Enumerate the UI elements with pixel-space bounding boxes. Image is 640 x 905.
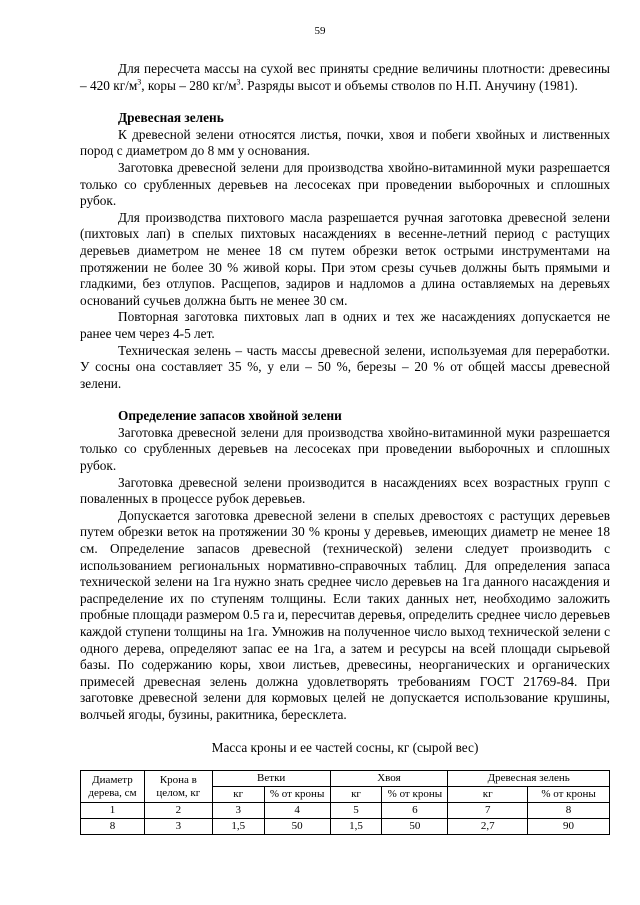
table-cell: 1,5 (212, 819, 264, 835)
paragraph: Техническая зелень – часть массы древесной зелени, используемая для переработки. У сосны она составляет 35 %, у ели – 50 %, березы – 20 % от общей массы древесной зелени. (80, 342, 610, 391)
section-heading-greenery: Древесная зелень (118, 110, 224, 126)
table-cell: 1 (81, 803, 145, 819)
header-needles: Хвоя (330, 771, 448, 787)
table-row (81, 803, 610, 819)
paragraph: Заготовка древесной зелени для производства хвойно-витаминной муки разрешается только со срубленных деревьев на лесосеках при проведении выборочных и сплошных рубок. (80, 159, 610, 209)
paragraph: Повторная заготовка пихтовых лап в одних и тех же насаждениях допускается не ранее чем через 4-5 лет. (80, 309, 610, 341)
table-cell: 3 (144, 819, 212, 835)
table-cell: 50 (264, 819, 330, 835)
table-cell: 8 (81, 819, 145, 835)
paragraph: Заготовка древесной зелени для производства хвойно-витаминной муки разрешается только со срубленных деревьев на лесосеках при проведении выборочных и сплошных рубок. (80, 424, 610, 474)
table-cell: 2,7 (448, 819, 528, 835)
subheader-kg: кг (448, 787, 528, 803)
section-heading-reserves: Определение запасов хвойной зелени (118, 408, 342, 424)
table-cell: 7 (448, 803, 528, 819)
paragraph: Для производства пихтового масла разрешается ручная заготовка древесной зелени (пихтовых лап) в спелых пихтовых насаждениях в весенне-летний период с растущих деревьев диаметром не менее 18 см путем обрезки веток острыми инструментами на протяжении не более 30 % живой коры. При этом срезы сучьев должны быть прямыми и гладкими, без отлупов. Расщепов, задиров и надломов а длина оставляемых на деревьях оснований сучьев должна быть не менее 30 см. (80, 209, 610, 308)
subheader-pct: % от кроны (382, 787, 448, 803)
header-branches: Ветки (212, 771, 330, 787)
subheader-kg: кг (330, 787, 382, 803)
intro-paragraph: Для пересчета массы на сухой вес приняты средние величины плотности: древесины – 420 $кг/м^3$, коры – 280 $кг/м^3$. Разряды высот и объемы стволов по Н.П. Анучину (1981). (80, 61, 610, 93)
table-caption: Масса кроны и ее частей сосны, кг (сырой вес) (211, 739, 479, 755)
page-content (80, 61, 610, 835)
table-cell: 90 (528, 819, 610, 835)
table-cell: 4 (264, 803, 330, 819)
subheader-kg: кг (212, 787, 264, 803)
page-number: 59 (314, 25, 326, 37)
header-crown: Крона в целом, кг (144, 771, 212, 803)
table-row (81, 819, 610, 835)
table-cell: 2 (144, 803, 212, 819)
table-cell: 1,5 (330, 819, 382, 835)
table-cell: 3 (212, 803, 264, 819)
paragraph: К древесной зелени относятся листья, почки, хвоя и побеги хвойных и лиственных пород с диаметром до 8 мм у основания. (80, 126, 610, 159)
subheader-pct: % от кроны (264, 787, 330, 803)
table-cell: 5 (330, 803, 382, 819)
paragraph: Допускается заготовка древесной зелени в спелых древостоях с растущих деревьев путем обрезки веток на протяжении 30 % кроны у деревьев, имеющих диаметр не менее 18 см. Определение запасов древесной (технической) зелени следует производить с использованием региональных нормативно-справочных таблиц. Для определения запаса технической зелени на 1га нужно знать среднее число деревьев на 1га данного насаждения и распределение их по ступеням толщины. Если таких данных нет, необходимо заложить пробные площади размером 0.5 га и, пересчитав деревья, определить среднее число деревьев каждой ступени толщины на 1га. Умножив на полученное число выход технической зелени с одного дерева, определяют запас ее на 1га, а затем и ресурсы на всей площади сырьевой базы. По содержанию коры, хвои листьев, древесины, неорганических и органических примесей древесная зелень должна удовлетворять требованиям ГОСТ 21769-84. При заготовке древесной зелени для кормовых целей не допускается использование крушины, волчьей ягоды, бузины, ракитника, бересклета. (80, 507, 610, 722)
crown-mass-table (80, 770, 610, 835)
paragraph: Заготовка древесной зелени производится в насаждениях всех возрастных групп с поваленных в процессе рубок деревьев. (80, 474, 610, 507)
subheader-pct: % от кроны (528, 787, 610, 803)
table-cell: 8 (528, 803, 610, 819)
table-cell: 50 (382, 819, 448, 835)
header-greenery: Древесная зелень (448, 771, 610, 787)
header-diameter: Диаметр дерева, см (81, 771, 145, 803)
table-cell: 6 (382, 803, 448, 819)
